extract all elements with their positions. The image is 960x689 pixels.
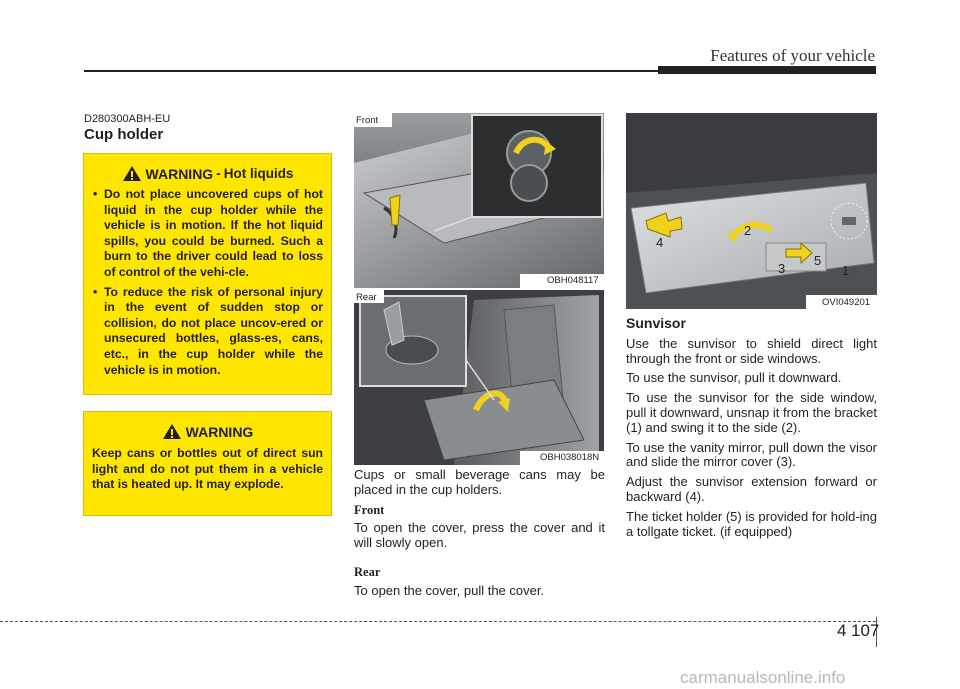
front-image-code: OBH048117 bbox=[547, 275, 599, 286]
warning-dash: - bbox=[216, 166, 221, 181]
front-text: To open the cover, press the cover and it will slowly open. bbox=[354, 520, 605, 551]
warning-title: WARNING bbox=[145, 165, 214, 182]
watermark: carmanualsonline.info bbox=[680, 668, 846, 687]
warning-triangle-icon bbox=[162, 423, 182, 440]
sunvisor-image-code: OVI049201 bbox=[822, 297, 871, 308]
sunvisor-text bbox=[626, 316, 877, 544]
sunvisor-paragraph: Use the sunvisor to shield direct light through the front or side windows. bbox=[626, 335, 877, 366]
header-tab bbox=[658, 66, 876, 74]
warning-bullet: • To reduce the risk of personal injury in the event of sudden stop or collision, do not place uncov-ered or unsecured bottles, glass-es, cans, etc., in the cup holder while the vehicle is in motion. bbox=[92, 285, 323, 379]
warning-subtitle: Hot liquids bbox=[223, 166, 294, 181]
sunvisor-paragraph: Adjust the sunvisor extension forward or backward (4). bbox=[626, 474, 877, 504]
warning-bullets bbox=[92, 187, 323, 378]
rear-seat-illustration bbox=[354, 290, 604, 465]
warning-bullet: • Do not place uncovered cups of hot liquid in the cup holder while the vehicle is in motion. If the hot liquid spills, you could be burned. Such a burn to the driver could lead to loss of control of the vehi-cle. bbox=[92, 187, 323, 281]
rear-heading: Rear bbox=[354, 564, 381, 579]
footer-page-number: 107 bbox=[851, 621, 880, 640]
sunvisor-image bbox=[626, 113, 877, 309]
front-console-illustration bbox=[354, 113, 604, 288]
cupholder-text bbox=[354, 468, 605, 604]
warning-header bbox=[84, 165, 331, 182]
callout-3: 3 bbox=[778, 261, 786, 276]
cupholder-intro: Cups or small beverage cans may be placed in the cup holders. bbox=[354, 467, 605, 497]
warning-triangle-icon bbox=[122, 165, 142, 182]
sunvisor-illustration bbox=[626, 113, 877, 309]
warning-hot-liquids bbox=[83, 153, 332, 395]
rear-cupholder-image bbox=[354, 290, 604, 465]
front-heading: Front bbox=[354, 502, 385, 517]
front-cupholder-image bbox=[354, 113, 604, 288]
sunvisor-paragraph: To use the sunvisor, pull it downward. bbox=[626, 370, 842, 386]
footer-section-number: 4 bbox=[837, 621, 847, 640]
rear-image-code: OBH038018N bbox=[540, 452, 600, 463]
warning-title: WARNING bbox=[185, 423, 254, 440]
warning-sunlight bbox=[83, 411, 332, 516]
callout-1: 1 bbox=[842, 263, 850, 278]
warning-header bbox=[84, 423, 331, 440]
callout-2: 2 bbox=[744, 223, 752, 238]
sunvisor-paragraph: To use the vanity mirror, pull down the visor and slide the mirror cover (3). bbox=[626, 439, 877, 470]
callout-4: 4 bbox=[656, 235, 664, 250]
front-label: Front bbox=[356, 115, 379, 126]
section-code: D280300ABH-EU bbox=[84, 113, 171, 125]
sunvisor-paragraph: The ticket holder (5) is provided for hold-ing a tollgate ticket. (if equipped) bbox=[626, 508, 877, 539]
header-title: Features of your vehicle bbox=[710, 46, 875, 65]
footer-rule bbox=[0, 621, 876, 622]
rear-text: To open the cover, pull the cover. bbox=[354, 582, 545, 598]
rear-label: Rear bbox=[356, 292, 377, 303]
callout-5: 5 bbox=[814, 253, 822, 268]
sunvisor-title: Sunvisor bbox=[626, 315, 686, 331]
section-title: Cup holder bbox=[84, 126, 164, 143]
warning-text: Keep cans or bottles out of direct sun light and do not put them in a vehicle that is heated up. It may explode. bbox=[92, 446, 323, 492]
sunvisor-paragraph: To use the sunvisor for the side window, pull it downward, unsnap it from the bracket (1) and swing it to the side (2). bbox=[626, 390, 877, 435]
